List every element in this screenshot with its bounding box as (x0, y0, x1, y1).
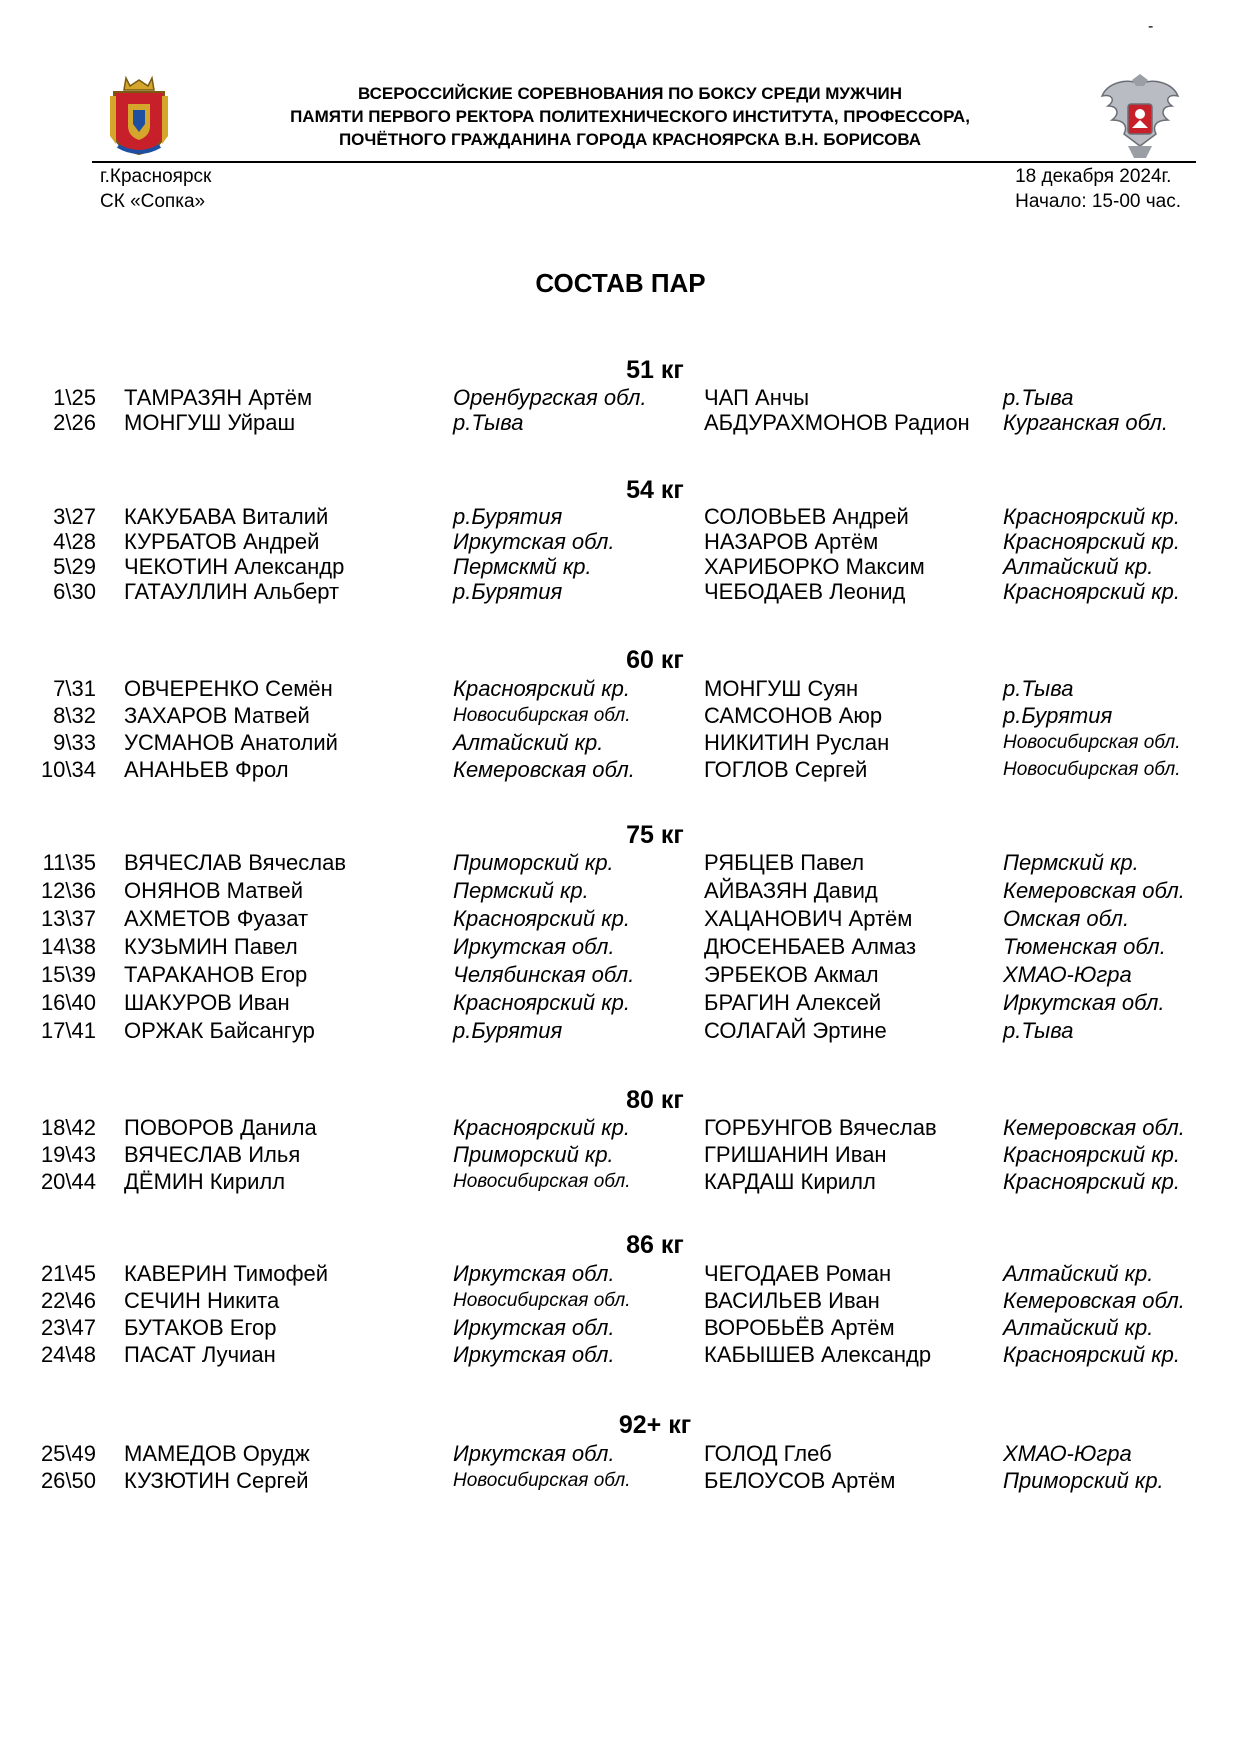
boxer-2-region: ХМАО-Югра (1003, 1441, 1132, 1466)
boxer-1-region: Приморский кр. (453, 1142, 614, 1167)
pair-number: 7\31 (53, 676, 96, 701)
boxer-1-region: Оренбургская обл. (453, 385, 647, 410)
boxer-2-region: Красноярский кр. (1003, 1142, 1180, 1167)
boxer-1-region: Красноярский кр. (453, 990, 630, 1015)
event-date: 18 декабря 2024г. (1015, 166, 1172, 187)
pair-row (0, 503, 1241, 531)
boxer-2-name: ГОГЛОВ Сергей (704, 757, 868, 782)
pair-row (0, 384, 1241, 412)
boxer-2-region: р.Тыва (1003, 385, 1074, 410)
pair-row (0, 756, 1241, 784)
boxer-1-name: БУТАКОВ Егор (124, 1315, 277, 1340)
pair-number: 26\50 (40, 1468, 96, 1493)
pair-row (0, 409, 1241, 437)
pair-row (0, 528, 1241, 556)
boxer-1-region: Иркутская обл. (453, 1342, 615, 1367)
boxer-1-region: Иркутская обл. (453, 1261, 615, 1286)
city: г.Красноярск (100, 166, 212, 187)
pair-number: 25\49 (40, 1441, 96, 1466)
pair-number: 4\28 (53, 529, 96, 554)
pair-number: 15\39 (40, 962, 96, 987)
boxer-1-name: МОНГУШ Уйраш (124, 410, 296, 435)
boxer-1-region: Новосибирская обл. (453, 1171, 631, 1192)
boxer-1-name: КАКУБАВА Виталий (124, 504, 329, 529)
pair-row (0, 1114, 1241, 1142)
boxer-1-region: Пермскмй кр. (453, 554, 592, 579)
boxer-1-name: КУРБАТОВ Андрей (124, 529, 320, 554)
pair-row (0, 933, 1241, 961)
boxer-2-name: МОНГУШ Суян (704, 676, 859, 701)
pair-number: 16\40 (40, 990, 96, 1015)
pair-row (0, 1467, 1241, 1495)
boxer-2-name: РЯБЦЕВ Павел (704, 850, 865, 875)
pair-row (0, 553, 1241, 581)
pair-number: 24\48 (40, 1342, 96, 1367)
boxer-2-region: р.Тыва (1003, 676, 1074, 701)
pair-number: 6\30 (53, 579, 96, 604)
boxer-2-name: ГОЛОД Глеб (704, 1441, 832, 1466)
pair-number: 13\37 (40, 906, 96, 931)
boxer-2-region: Алтайский кр. (1003, 1261, 1154, 1286)
pair-row (0, 1314, 1241, 1342)
boxer-2-name: КАБЫШЕВ Александр (704, 1342, 932, 1367)
boxer-2-name: НИКИТИН Руслан (704, 730, 890, 755)
boxer-1-name: ЗАХАРОВ Матвей (124, 703, 310, 728)
boxer-1-region: Алтайский кр. (453, 730, 604, 755)
boxer-1-name: АНАНЬЕВ Фрол (124, 757, 289, 782)
weight-category-heading: 60 кг (626, 646, 684, 674)
boxer-2-region: Кемеровская обл. (1003, 1115, 1185, 1140)
boxer-2-name: ХАЦАНОВИЧ Артём (704, 906, 913, 931)
pair-row (0, 1017, 1241, 1045)
boxer-1-name: УСМАНОВ Анатолий (124, 730, 338, 755)
boxer-1-name: КАВЕРИН Тимофей (124, 1261, 329, 1286)
boxer-1-region: р.Бурятия (453, 1018, 563, 1043)
pair-row (0, 1260, 1241, 1288)
boxer-1-name: АХМЕТОВ Фуазат (124, 906, 309, 931)
boxer-1-name: МАМЕДОВ Орудж (124, 1441, 310, 1466)
boxer-1-name: КУЗЮТИН Сергей (124, 1468, 309, 1493)
pair-row (0, 905, 1241, 933)
boxer-2-name: ЭРБЕКОВ Акмал (704, 962, 879, 987)
boxer-2-region: ХМАО-Югра (1003, 962, 1132, 987)
boxer-2-name: ВОРОБЬЁВ Артём (704, 1315, 895, 1340)
pair-row (0, 1168, 1241, 1196)
weight-category-heading: 54 кг (626, 476, 684, 504)
boxer-2-region: Красноярский кр. (1003, 1342, 1180, 1367)
location-info (100, 164, 211, 214)
pair-number: 10\34 (40, 757, 96, 782)
title-line-3: ПОЧЁТНОГО ГРАЖДАНИНА ГОРОДА КРАСНОЯРСКА В.Н. БОРИСОВА (338, 130, 922, 149)
pair-number: 14\38 (40, 934, 96, 959)
boxer-2-region: Красноярский кр. (1003, 529, 1180, 554)
boxer-2-region: Новосибирская обл. (1003, 732, 1181, 753)
boxer-1-region: Красноярский кр. (453, 1115, 630, 1140)
pair-number: 9\33 (53, 730, 96, 755)
boxer-1-region: Красноярский кр. (453, 676, 630, 701)
boxer-2-name: КАРДАШ Кирилл (704, 1169, 876, 1194)
federation-eagle-emblem-icon (1098, 74, 1182, 160)
boxer-1-region: Новосибирская обл. (453, 705, 631, 726)
pair-number: 18\42 (40, 1115, 96, 1140)
boxer-2-name: ЧАП Анчы (704, 385, 810, 410)
pair-number: 3\27 (53, 504, 96, 529)
boxer-2-name: СОЛАГАЙ Эртине (704, 1018, 887, 1043)
boxer-2-region: Алтайский кр. (1003, 1315, 1154, 1340)
boxer-1-name: СЕЧИН Никита (124, 1288, 280, 1313)
boxer-1-name: ПОВОРОВ Данила (124, 1115, 317, 1140)
boxer-1-region: Приморский кр. (453, 850, 614, 875)
boxer-1-region: Красноярский кр. (453, 906, 630, 931)
boxer-2-name: АБДУРАХМОНОВ Радион (704, 410, 970, 435)
weight-category-heading: 86 кг (626, 1231, 684, 1259)
boxer-2-region: Омская обл. (1003, 906, 1130, 931)
boxer-1-name: ЧЕКОТИН Александр (124, 554, 345, 579)
boxer-1-region: Челябинская обл. (453, 962, 635, 987)
title-line-2: ПАМЯТИ ПЕРВОГО РЕКТОРА ПОЛИТЕХНИЧЕСКОГО ИНСТИТУТА, ПРОФЕССОРА, (290, 107, 970, 126)
pair-row (0, 1141, 1241, 1169)
pair-row (0, 1287, 1241, 1315)
boxer-1-region: р.Бурятия (453, 504, 563, 529)
boxer-1-name: ДЁМИН Кирилл (124, 1169, 286, 1194)
boxer-2-name: НАЗАРОВ Артём (704, 529, 879, 554)
pair-row (0, 877, 1241, 905)
boxer-2-name: ГОРБУНГОВ Вячеслав (704, 1115, 937, 1140)
pair-row (0, 675, 1241, 703)
boxer-2-region: Кемеровская обл. (1003, 878, 1185, 903)
boxer-1-region: Новосибирская обл. (453, 1470, 631, 1491)
pair-row (0, 702, 1241, 730)
boxer-2-region: Приморский кр. (1003, 1468, 1164, 1493)
pair-row (0, 849, 1241, 877)
boxer-1-name: ГАТАУЛЛИН Альберт (124, 579, 340, 604)
pair-number: 1\25 (53, 385, 96, 410)
boxer-1-name: ОВЧЕРЕНКО Семён (124, 676, 333, 701)
pair-row (0, 989, 1241, 1017)
boxer-1-region: Новосибирская обл. (453, 1290, 631, 1311)
pair-number: 19\43 (40, 1142, 96, 1167)
boxer-1-region: Пермский кр. (453, 878, 589, 903)
boxer-2-name: БЕЛОУСОВ Артём (704, 1468, 896, 1493)
boxer-2-region: Кемеровская обл. (1003, 1288, 1185, 1313)
title-line-1: ВСЕРОССИЙСКИЕ СОРЕВНОВАНИЯ ПО БОКСУ СРЕДИ МУЖЧИН (357, 84, 903, 103)
boxer-2-name: СОЛОВЬЕВ Андрей (704, 504, 909, 529)
boxer-1-name: ОНЯНОВ Матвей (124, 878, 304, 903)
boxer-2-name: ЧЕГОДАЕВ Роман (704, 1261, 892, 1286)
boxer-1-name: ТАРАКАНОВ Егор (124, 962, 308, 987)
boxer-1-name: ТАМРАЗЯН Артём (124, 385, 313, 410)
boxer-2-region: Красноярский кр. (1003, 579, 1180, 604)
pair-number: 12\36 (40, 878, 96, 903)
boxer-2-region: р.Бурятия (1003, 703, 1113, 728)
pair-row (0, 1440, 1241, 1468)
corner-mark: - (1148, 18, 1154, 35)
boxer-2-region: Красноярский кр. (1003, 1169, 1180, 1194)
pair-number: 11\35 (42, 850, 96, 875)
boxer-1-region: Иркутская обл. (453, 934, 615, 959)
boxer-2-region: Новосибирская обл. (1003, 759, 1181, 780)
boxer-1-region: Иркутская обл. (453, 1315, 615, 1340)
boxer-2-region: Алтайский кр. (1003, 554, 1154, 579)
pair-number: 2\26 (53, 410, 96, 435)
boxer-2-region: Курганская обл. (1003, 410, 1169, 435)
boxer-1-region: р.Бурятия (453, 579, 563, 604)
boxer-2-region: Красноярский кр. (1003, 504, 1180, 529)
venue: СК «Сопка» (100, 191, 206, 212)
pair-number: 20\44 (40, 1169, 96, 1194)
boxer-1-name: КУЗЬМИН Павел (124, 934, 298, 959)
boxer-2-name: ГРИШАНИН Иван (704, 1142, 887, 1167)
pair-row (0, 729, 1241, 757)
boxer-2-region: Пермский кр. (1003, 850, 1139, 875)
pair-row (0, 578, 1241, 606)
pair-row (0, 1341, 1241, 1369)
boxer-2-name: ДЮСЕНБАЕВ Алмаз (704, 934, 917, 959)
boxer-1-name: ВЯЧЕСЛАВ Вячеслав (124, 850, 347, 875)
pair-number: 21\45 (40, 1261, 96, 1286)
boxer-1-name: ВЯЧЕСЛАВ Илья (124, 1142, 301, 1167)
krasnoyarsk-coat-of-arms-icon (108, 74, 170, 156)
schedule-info (1015, 164, 1181, 214)
boxer-2-name: ЧЕБОДАЕВ Леонид (704, 579, 906, 604)
boxer-2-region: Тюменская обл. (1003, 934, 1166, 959)
boxer-2-region: Иркутская обл. (1003, 990, 1165, 1015)
boxer-1-name: ОРЖАК Байсангур (124, 1018, 315, 1043)
pair-number: 17\41 (40, 1018, 96, 1043)
boxer-1-region: Иркутская обл. (453, 1441, 615, 1466)
boxer-1-name: ШАКУРОВ Иван (124, 990, 290, 1015)
start-time: Начало: 15-00 час. (1015, 191, 1181, 212)
weight-category-heading: 92+ кг (618, 1411, 692, 1439)
pair-number: 8\32 (53, 703, 96, 728)
weight-category-heading: 51 кг (626, 356, 684, 384)
competition-title (200, 82, 1060, 151)
pair-number: 5\29 (53, 554, 96, 579)
boxer-2-region: р.Тыва (1003, 1018, 1074, 1043)
boxer-2-name: ВАСИЛЬЕВ Иван (704, 1288, 880, 1313)
weight-category-heading: 80 кг (626, 1086, 684, 1114)
boxer-1-region: р.Тыва (453, 410, 524, 435)
boxer-2-name: БРАГИН Алексей (704, 990, 882, 1015)
pair-number: 23\47 (40, 1315, 96, 1340)
pair-number: 22\46 (40, 1288, 96, 1313)
boxer-2-name: АЙВАЗЯН Давид (704, 878, 878, 903)
pair-row (0, 961, 1241, 989)
boxer-2-name: ХАРИБОРКО Максим (704, 554, 925, 579)
boxer-1-region: Иркутская обл. (453, 529, 615, 554)
weight-category-heading: 75 кг (626, 821, 684, 849)
boxer-1-region: Кемеровская обл. (453, 757, 635, 782)
boxer-2-name: САМСОНОВ Аюр (704, 703, 883, 728)
page-title: СОСТАВ ПАР (535, 268, 706, 298)
header-divider (92, 161, 1196, 163)
boxer-1-name: ПАСАТ Лучиан (124, 1342, 276, 1367)
